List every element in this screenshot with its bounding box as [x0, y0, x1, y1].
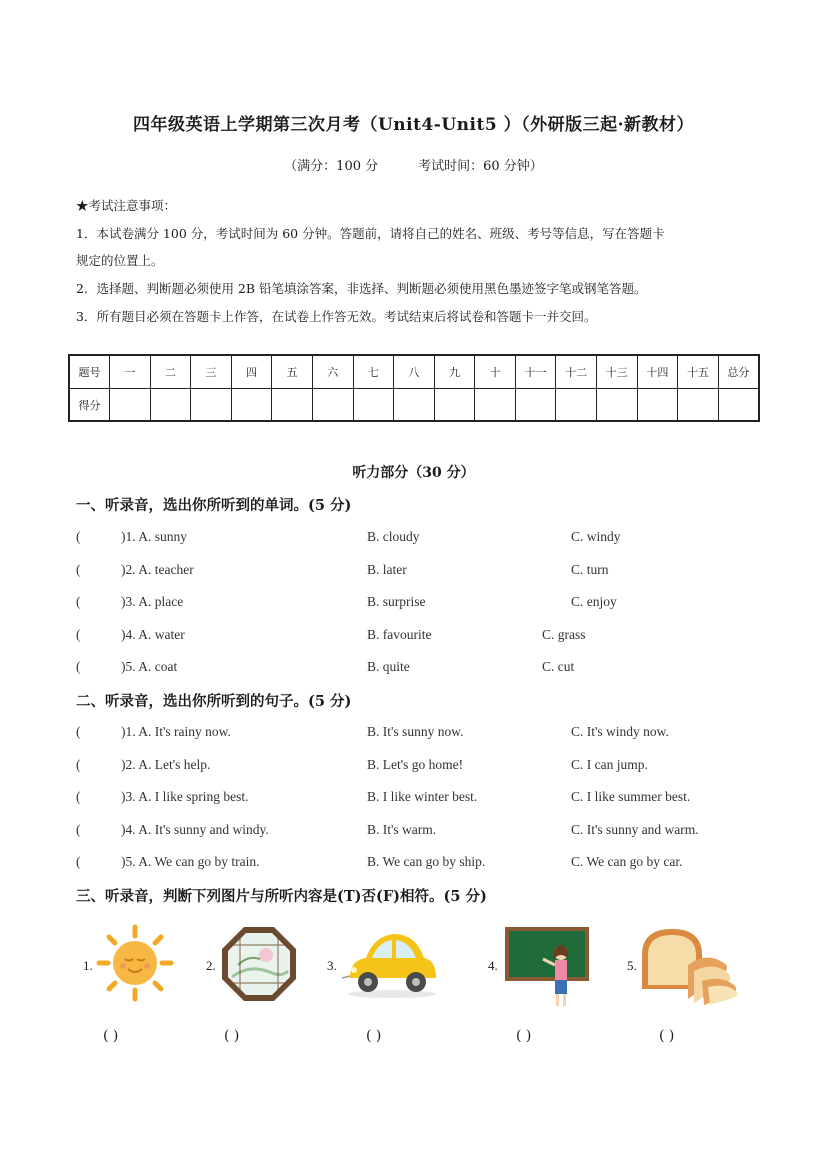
score-col: 九 — [434, 355, 475, 389]
picture-number: 4. — [488, 958, 498, 973]
question-option-b: B. later — [367, 562, 407, 577]
score-col: 十 — [475, 355, 516, 389]
sun-icon — [96, 924, 174, 1002]
notice-line-2: 2．选择题、判断题必须使用 2B 铅笔填涂答案，非选择、判断题必须使用黑色墨迹签字笔或钢笔答题。 — [76, 281, 647, 296]
score-cell[interactable] — [394, 389, 435, 422]
score-cell[interactable] — [597, 389, 638, 422]
score-cell[interactable] — [637, 389, 678, 422]
part3-heading: 三、听录音，判断下列图片与所听内容是(T)否(F)相符。(5 分) — [76, 888, 487, 905]
answer-bracket[interactable]: ( ) — [224, 1028, 240, 1044]
score-col: 十一 — [515, 355, 556, 389]
score-col: 十五 — [678, 355, 719, 389]
full-score: （满分：100 分 — [284, 159, 379, 174]
window-icon — [220, 925, 298, 1003]
question-option-c: C. I like summer best. — [571, 789, 691, 804]
question-option-a: )2. A. teacher — [121, 562, 194, 577]
question-option-a: )4. A. It's sunny and windy. — [121, 822, 269, 837]
score-col: 五 — [272, 355, 313, 389]
score-col: 六 — [312, 355, 353, 389]
question-option-b: B. favourite — [367, 627, 432, 642]
score-cell[interactable] — [191, 389, 232, 422]
question-option-b: B. Let's go home! — [367, 757, 464, 772]
answer-paren[interactable]: ( — [76, 529, 81, 544]
question-option-a: )5. A. coat — [121, 659, 178, 674]
question-option-c: C. enjoy — [571, 594, 617, 609]
question-option-a: )1. A. sunny — [121, 529, 188, 544]
score-col: 十四 — [637, 355, 678, 389]
question-option-a: )1. A. It's rainy now. — [121, 724, 231, 739]
question-option-c: C. windy — [571, 529, 621, 544]
answer-paren[interactable]: ( — [76, 562, 81, 577]
question-option-b: B. We can go by ship. — [367, 854, 486, 869]
score-row-label: 得分 — [69, 389, 110, 422]
notice-line-3: 3．所有题目必须在答题卡上作答，在试卷上作答无效。考试结束后将试卷和答题卡一并交回。 — [76, 309, 597, 324]
picture-number: 2. — [206, 958, 216, 973]
question-option-c: C. We can go by car. — [571, 854, 683, 869]
score-cell[interactable] — [272, 389, 313, 422]
question-option-c: C. It's windy now. — [571, 724, 669, 739]
score-cell[interactable] — [515, 389, 556, 422]
question-option-c: C. turn — [571, 562, 609, 577]
answer-paren[interactable]: ( — [76, 854, 81, 869]
question-option-c: C. It's sunny and warm. — [571, 822, 699, 837]
question-option-c: C. cut — [542, 659, 575, 674]
score-col: 四 — [231, 355, 272, 389]
question-option-b: B. It's warm. — [367, 822, 437, 837]
score-cell[interactable] — [556, 389, 597, 422]
score-cell[interactable] — [312, 389, 353, 422]
picture-number: 5. — [627, 958, 637, 973]
answer-bracket[interactable]: ( ) — [103, 1028, 119, 1044]
notice-heading: ★考试注意事项： — [76, 198, 177, 213]
score-cell[interactable] — [110, 389, 151, 422]
question-option-b: B. cloudy — [367, 529, 420, 544]
score-cell[interactable] — [231, 389, 272, 422]
score-col: 八 — [394, 355, 435, 389]
answer-bracket[interactable]: ( ) — [659, 1028, 675, 1044]
question-option-c: C. grass — [542, 627, 586, 642]
score-col: 二 — [150, 355, 191, 389]
answer-paren[interactable]: ( — [76, 627, 81, 642]
answer-paren[interactable]: ( — [76, 822, 81, 837]
score-table-label: 题号 — [69, 355, 110, 389]
listening-section-heading: 听力部分（30 分） — [352, 465, 475, 481]
exam-info — [0, 155, 827, 174]
question-option-a: )3. A. place — [121, 594, 184, 609]
score-col: 七 — [353, 355, 394, 389]
score-cell[interactable] — [353, 389, 394, 422]
question-option-a: )2. A. Let's help. — [121, 757, 211, 772]
answer-paren[interactable]: ( — [76, 724, 81, 739]
score-table — [68, 354, 760, 422]
part2-heading: 二、听录音，选出你所听到的句子。(5 分) — [76, 693, 352, 710]
score-col: 三 — [191, 355, 232, 389]
score-cell[interactable] — [434, 389, 475, 422]
score-cell[interactable] — [678, 389, 719, 422]
question-option-a: )3. A. I like spring best. — [121, 789, 249, 804]
answer-paren[interactable]: ( — [76, 789, 81, 804]
part1-heading: 一、听录音，选出你所听到的单词。(5 分) — [76, 497, 352, 514]
exam-time: 考试时间：60 分钟） — [418, 159, 543, 174]
score-col-total: 总分 — [718, 355, 759, 389]
score-table-header-row — [69, 355, 759, 389]
score-cell[interactable] — [475, 389, 516, 422]
answer-paren[interactable]: ( — [76, 594, 81, 609]
score-table-score-row — [69, 389, 759, 422]
answer-bracket[interactable]: ( ) — [516, 1028, 532, 1044]
question-option-b: B. It's sunny now. — [367, 724, 464, 739]
notice-line-1-cont: 规定的位置上。 — [76, 253, 164, 268]
question-option-b: B. quite — [367, 659, 410, 674]
picture-number: 1. — [83, 958, 93, 973]
score-col: 一 — [110, 355, 151, 389]
question-option-b: B. I like winter best. — [367, 789, 478, 804]
score-cell[interactable] — [718, 389, 759, 422]
score-col: 十三 — [597, 355, 638, 389]
bread-icon — [638, 925, 746, 1005]
question-option-b: B. surprise — [367, 594, 426, 609]
notice-line-1: 1．本试卷满分 100 分，考试时间为 60 分钟。答题前，请将自己的姓名、班级、考号等信息，写在答题卡 — [76, 226, 665, 241]
question-option-a: )4. A. water — [121, 627, 185, 642]
car-icon — [342, 928, 442, 1000]
answer-bracket[interactable]: ( ) — [366, 1028, 382, 1044]
page-title: 四年级英语上学期第三次月考（Unit4-Unit5 ）（外研版三起·新教材） — [132, 115, 695, 135]
question-option-a: )5. A. We can go by train. — [121, 854, 260, 869]
score-cell[interactable] — [150, 389, 191, 422]
answer-paren[interactable]: ( — [76, 757, 81, 772]
picture-number: 3. — [327, 958, 337, 973]
score-col: 十二 — [556, 355, 597, 389]
answer-paren[interactable]: ( — [76, 659, 81, 674]
teacher-icon — [503, 925, 593, 1011]
question-option-c: C. I can jump. — [571, 757, 648, 772]
